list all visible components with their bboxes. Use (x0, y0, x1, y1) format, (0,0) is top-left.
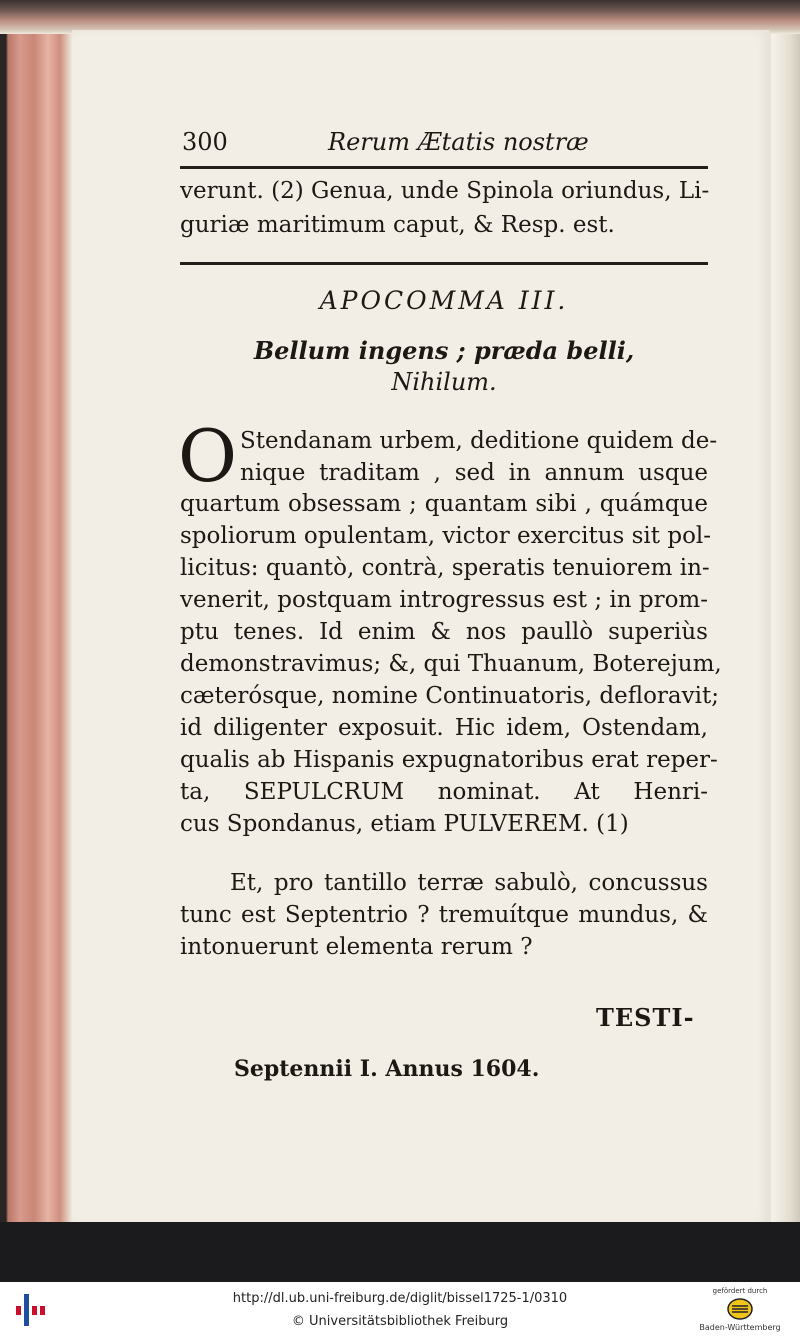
text-line: cus Spondanus, etiam PULVEREM. (1) (180, 811, 629, 837)
page-number: 300 (182, 128, 228, 156)
running-title: Rerum Ætatis nostræ (328, 128, 589, 156)
book-bottom-shadow (0, 1222, 800, 1282)
text-line: venerit, postquam introgressus est ; in prom- (180, 587, 709, 613)
book-top-edge (0, 0, 800, 34)
text-line: ptu tenes. Id enim & nos paullò superiùs (180, 619, 708, 645)
text-line: qualis ab Hispanis expugnatoribus erat reper- (180, 747, 718, 773)
text-line: ta, SEPULCRUM nominat. At Henri- (180, 779, 708, 805)
text-line: cæterósque, nomine Continuatoris, defloravit; (180, 683, 719, 709)
text-line: guriæ maritimum caput, & Resp. est. (180, 212, 615, 238)
section-rule (180, 262, 708, 265)
header-rule (180, 166, 708, 169)
catchword: TESTI- (596, 1003, 695, 1032)
drop-cap: O (178, 414, 238, 498)
subheading-line: Bellum ingens ; præda belli, (253, 336, 635, 365)
funder-name: Baden-Württemberg (699, 1323, 781, 1332)
text-line: Et, pro tantillo terræ sabulò, concussus (230, 870, 708, 896)
subheading-line: Nihilum. (391, 368, 497, 396)
text-line: verunt. (2) Genua, unde Spinola oriundus, Li- (180, 178, 710, 204)
text-line: Stendanam urbem, deditione quidem de- (240, 428, 718, 454)
signature-line: Septennii I. Annus 1604. (234, 1056, 540, 1082)
state-coat-of-arms-icon (726, 1297, 754, 1321)
text-line: quartum obsessam ; quantam sibi , quámque (180, 491, 708, 517)
funding-notice (692, 1287, 788, 1337)
funding-label: gefördert durch (712, 1287, 768, 1295)
page-url[interactable]: http://dl.ub.uni-freiburg.de/diglit/bissel1725-1/0310 (232, 1291, 568, 1306)
section-heading: APOCOMMA III. (319, 286, 569, 315)
viewer-footer-bar (0, 1282, 800, 1338)
text-line: licitus: quantò, contrà, speratis tenuiorem in- (180, 555, 710, 581)
text-line: spoliorum opulentam, victor exercitus sit pol- (180, 523, 712, 549)
text-line: tunc est Septentrio ? tremuítque mundus, & (180, 902, 708, 928)
text-line: id diligenter exposuit. Hic idem, Ostendam, (180, 715, 708, 741)
text-line: demonstravimus; &, qui Thuanum, Boterejum, (180, 651, 722, 677)
text-line: intonuerunt elementa rerum ? (180, 934, 533, 960)
text-line: nique traditam , sed in annum usque (240, 460, 708, 486)
copyright-notice: © Universitätsbibliothek Freiburg (291, 1314, 509, 1329)
